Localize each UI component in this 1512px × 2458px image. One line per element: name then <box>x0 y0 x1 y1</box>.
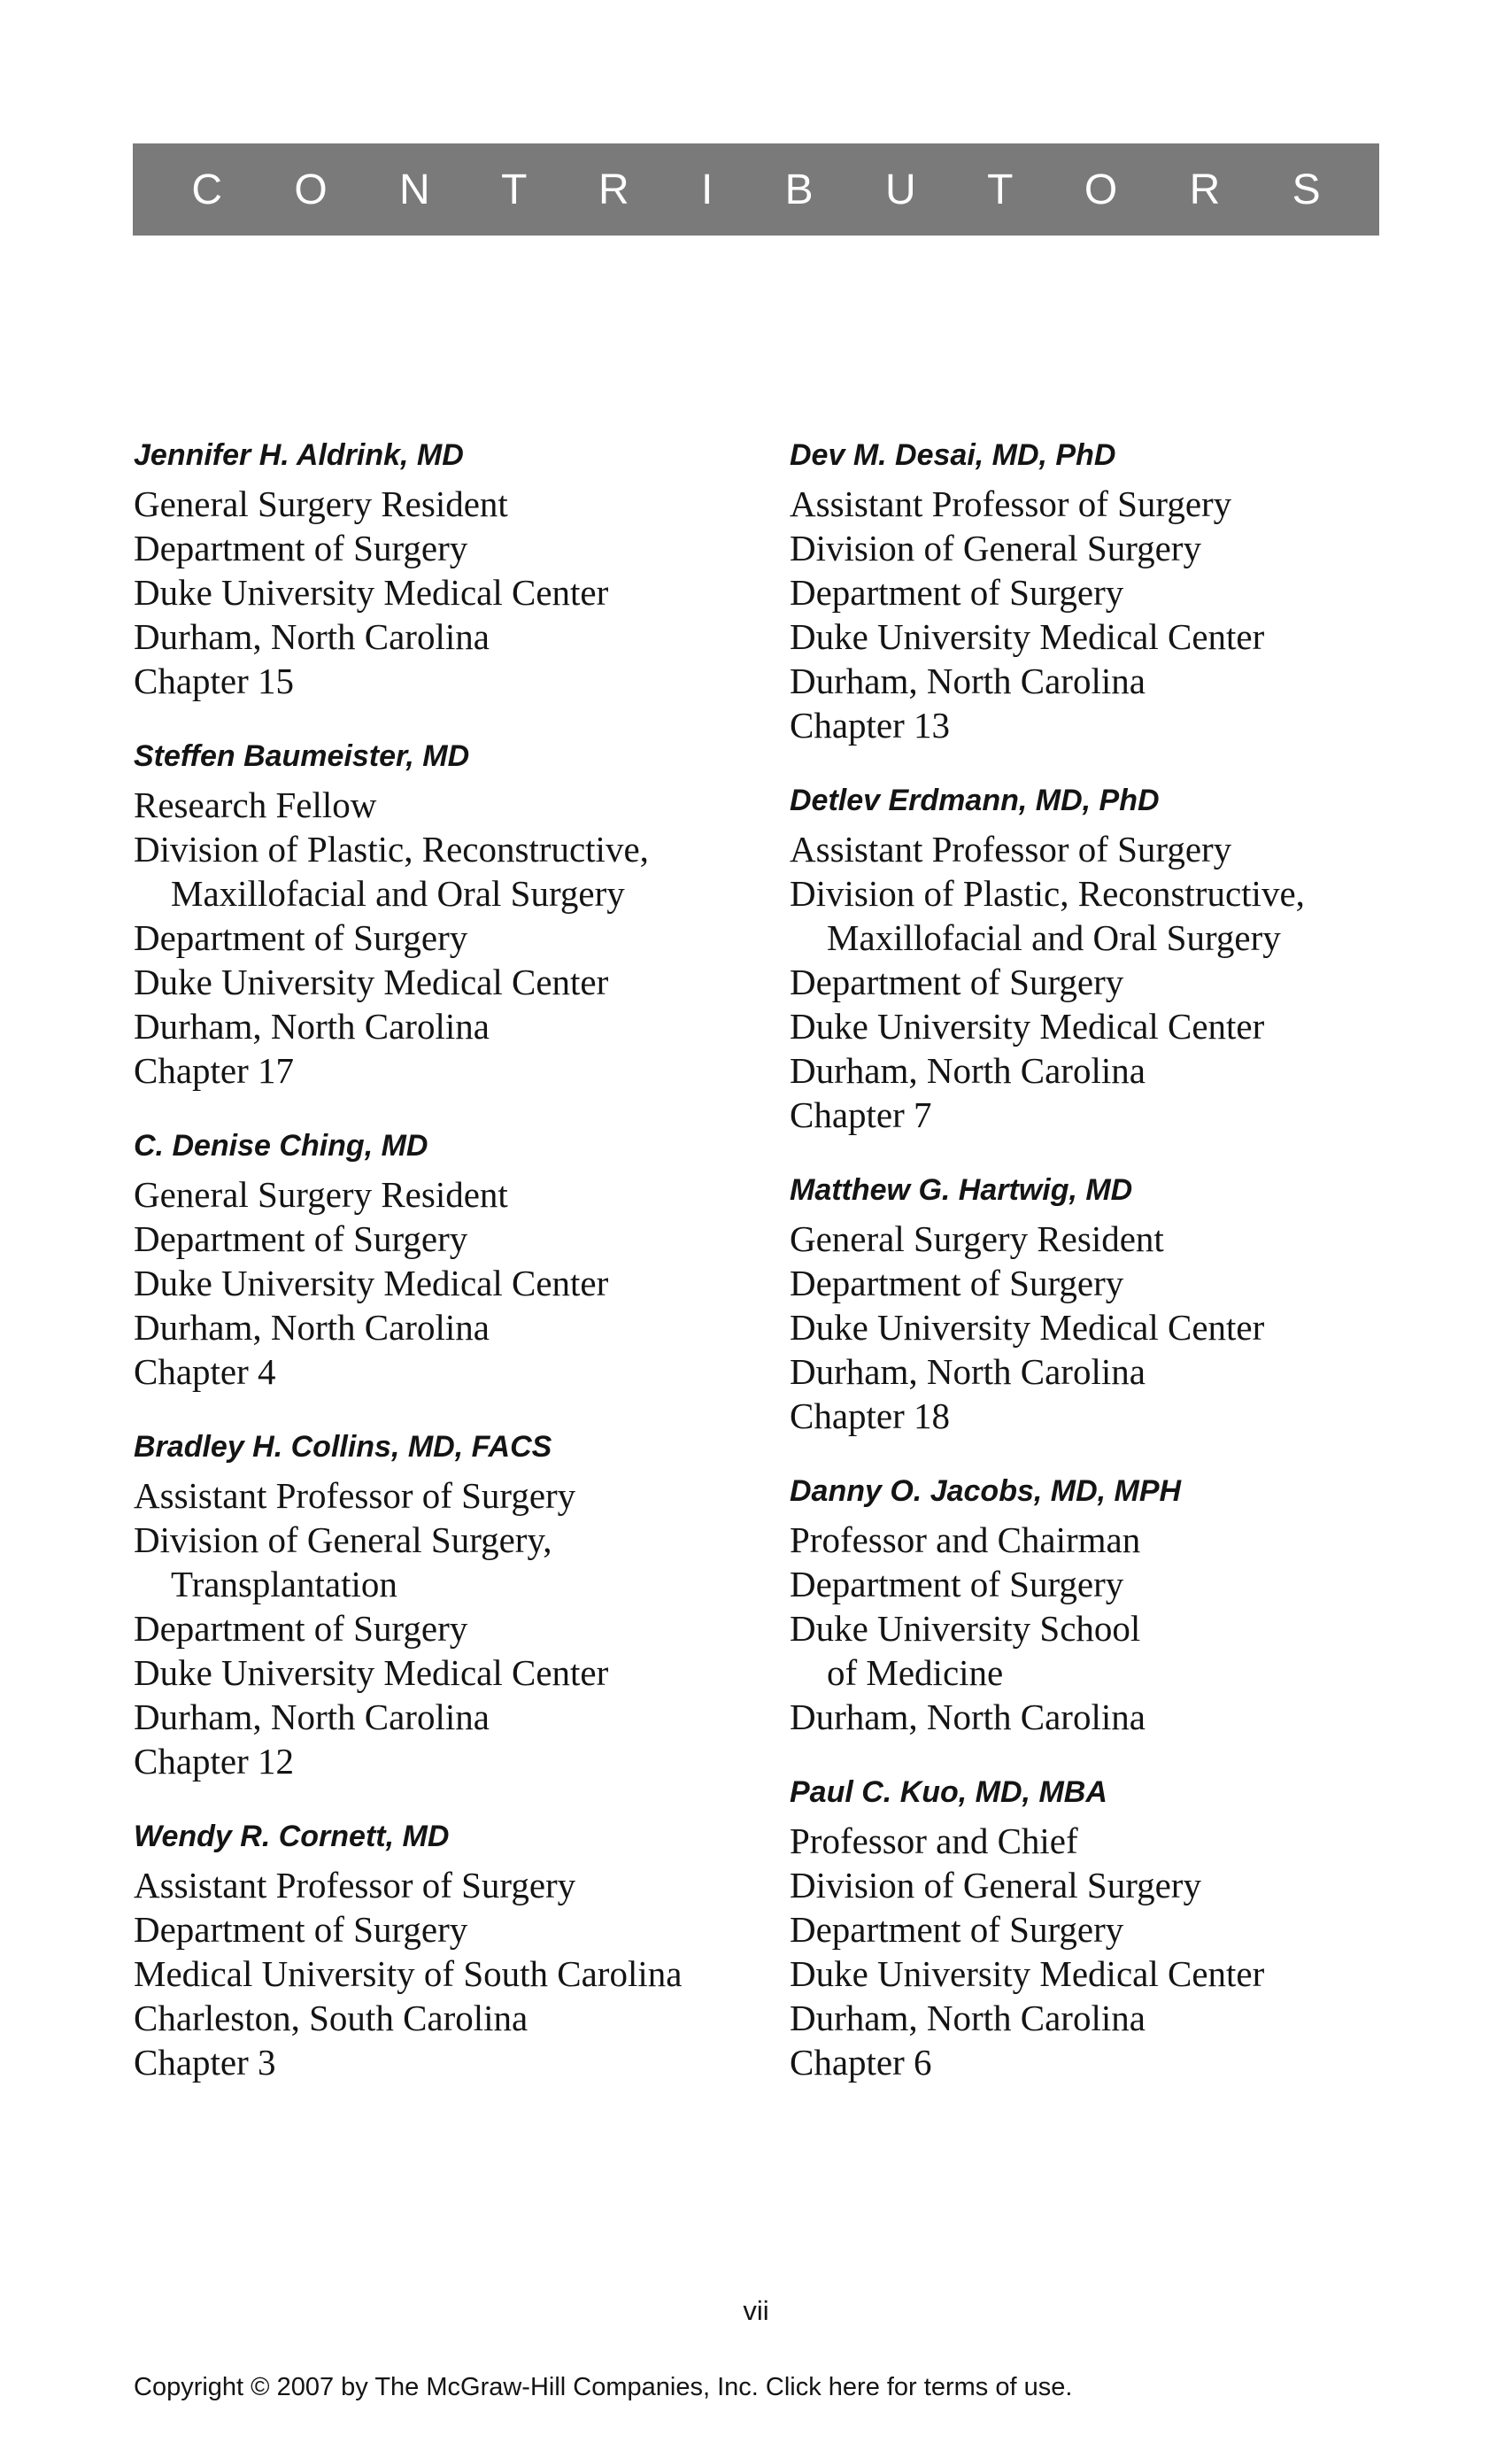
contributor-affiliation-line: Durham, North Carolina <box>134 1307 490 1348</box>
contributor-affiliation-line: General Surgery Resident <box>134 483 508 524</box>
contributor-affiliation-line: Medical University of South Carolina <box>134 1953 683 1994</box>
contributor-affiliation-line: Durham, North Carolina <box>134 616 490 657</box>
contributor-affiliation-line: Chapter 3 <box>134 2042 276 2083</box>
contributor-affiliation-line: Professor and Chief <box>790 1820 1078 1861</box>
copyright-notice <box>134 2373 1072 2402</box>
contributor-affiliation-line: Durham, North Carolina <box>790 1998 1146 2038</box>
contributor-affiliation-line: Chapter 15 <box>134 661 295 701</box>
contributor-affiliation-line: Duke University Medical Center <box>134 962 609 1002</box>
right-contributor-column <box>790 432 1427 2114</box>
contributor-affiliation-line: Durham, North Carolina <box>790 1351 1146 1392</box>
contributor-affiliation-line: Department of Surgery <box>790 572 1124 613</box>
contributor-affiliation-line: Chapter 6 <box>790 2042 932 2083</box>
contributor-affiliation-line: Duke University Medical Center <box>790 1307 1265 1348</box>
contributor-affiliation-line: Department of Surgery <box>134 1218 468 1259</box>
contributor-affiliation-line: Durham, North Carolina <box>134 1697 490 1737</box>
contributor-affiliation-line: Division of General Surgery, <box>134 1519 552 1560</box>
contributor-affiliation-line: Assistant Professor of Surgery <box>134 1865 576 1905</box>
contributor-affiliation-line: Durham, North Carolina <box>134 1006 490 1047</box>
contributor-affiliation-line: General Surgery Resident <box>790 1218 1164 1259</box>
contributor-affiliation-line: Maxillofacial and Oral Surgery <box>827 917 1281 958</box>
contributor-name: Danny O. Jacobs, MD, MPH <box>790 1474 1182 1508</box>
contributor-entry <box>134 1424 771 1783</box>
contributor-affiliation-line: Durham, North Carolina <box>790 661 1146 701</box>
contributor-name: Wendy R. Cornett, MD <box>134 1820 450 1853</box>
contributor-affiliation-line: Charleston, South Carolina <box>134 1998 528 2038</box>
contributor-affiliation-line: Duke University Medical Center <box>790 1006 1265 1047</box>
left-contributor-column <box>134 432 771 2114</box>
contributor-affiliation-line: Durham, North Carolina <box>790 1050 1146 1091</box>
contributor-entry <box>790 1167 1427 1438</box>
contributor-affiliation-line: Department of Surgery <box>134 917 468 958</box>
contributor-affiliation-line: Division of Plastic, Reconstructive, <box>134 829 649 870</box>
contributor-affiliation-line: Division of Plastic, Reconstructive, <box>790 873 1305 914</box>
contributor-affiliation-line: Durham, North Carolina <box>790 1697 1146 1737</box>
page-title: C O N T R I B U T O R S <box>191 166 1351 213</box>
contributor-entry <box>134 733 771 1093</box>
contributor-affiliation-line: Assistant Professor of Surgery <box>134 1475 576 1516</box>
contributor-affiliation-line: Chapter 4 <box>134 1351 276 1392</box>
contributor-affiliation-line: Department of Surgery <box>134 1608 468 1649</box>
contributor-affiliation-line: Department of Surgery <box>134 528 468 568</box>
contributors-header-bar <box>133 143 1379 236</box>
terms-of-use-link[interactable]: Click here for terms of use. <box>765 2373 1073 2401</box>
contributor-affiliation-line: Chapter 7 <box>790 1094 932 1135</box>
contributor-entry <box>790 1468 1427 1739</box>
contributor-affiliation-line: Duke University Medical Center <box>790 1953 1265 1994</box>
contributor-affiliation-line: Duke University Medical Center <box>134 572 609 613</box>
contributor-entry <box>134 432 771 703</box>
contributor-affiliation-line: Professor and Chairman <box>790 1519 1141 1560</box>
contributor-affiliation-line: Department of Surgery <box>134 1909 468 1950</box>
contributor-entry <box>134 1123 771 1394</box>
contributor-name: C. Denise Ching, MD <box>134 1129 428 1163</box>
contributor-name: Paul C. Kuo, MD, MBA <box>790 1775 1107 1809</box>
contributor-name: Bradley H. Collins, MD, FACS <box>134 1430 552 1464</box>
contributor-name: Jennifer H. Aldrink, MD <box>134 438 464 472</box>
contributor-name: Steffen Baumeister, MD <box>134 739 470 773</box>
contributor-affiliation-line: Division of General Surgery <box>790 1865 1201 1905</box>
copyright-text: Copyright © 2007 by The McGraw-Hill Companies, Inc. <box>134 2373 766 2401</box>
contributor-affiliation-line: Department of Surgery <box>790 1263 1124 1303</box>
contributor-affiliation-line: Chapter 12 <box>134 1741 295 1782</box>
contributor-affiliation-line: Duke University Medical Center <box>790 616 1265 657</box>
contributor-affiliation-line: Assistant Professor of Surgery <box>790 483 1232 524</box>
contributor-entry <box>790 777 1427 1137</box>
contributor-name: Matthew G. Hartwig, MD <box>790 1173 1133 1207</box>
contributor-affiliation-line: Assistant Professor of Surgery <box>790 829 1232 870</box>
contributor-entry <box>134 1813 771 2084</box>
contributor-affiliation-line: Research Fellow <box>134 785 377 825</box>
contributor-entry <box>790 1769 1427 2084</box>
contributor-affiliation-line: Chapter 17 <box>134 1050 295 1091</box>
contributor-entry <box>790 432 1427 747</box>
contributor-name: Detlev Erdmann, MD, PhD <box>790 784 1160 817</box>
page-number: vii <box>743 2295 769 2326</box>
contributor-affiliation-line: Division of General Surgery <box>790 528 1201 568</box>
contributor-affiliation-line: General Surgery Resident <box>134 1174 508 1215</box>
contributor-affiliation-line: Maxillofacial and Oral Surgery <box>171 873 625 914</box>
contributor-affiliation-line: Department of Surgery <box>790 962 1124 1002</box>
contributor-affiliation-line: Department of Surgery <box>790 1909 1124 1950</box>
contributor-affiliation-line: Duke University Medical Center <box>134 1652 609 1693</box>
contributor-affiliation-line: Chapter 18 <box>790 1395 951 1436</box>
contributor-affiliation-line: Duke University School <box>790 1608 1141 1649</box>
contributor-affiliation-line: of Medicine <box>827 1652 1004 1693</box>
contributor-affiliation-line: Transplantation <box>171 1564 397 1604</box>
contributor-affiliation-line: Duke University Medical Center <box>134 1263 609 1303</box>
contributor-name: Dev M. Desai, MD, PhD <box>790 438 1116 472</box>
contributor-affiliation-line: Chapter 13 <box>790 705 951 746</box>
contributor-affiliation-line: Department of Surgery <box>790 1564 1124 1604</box>
